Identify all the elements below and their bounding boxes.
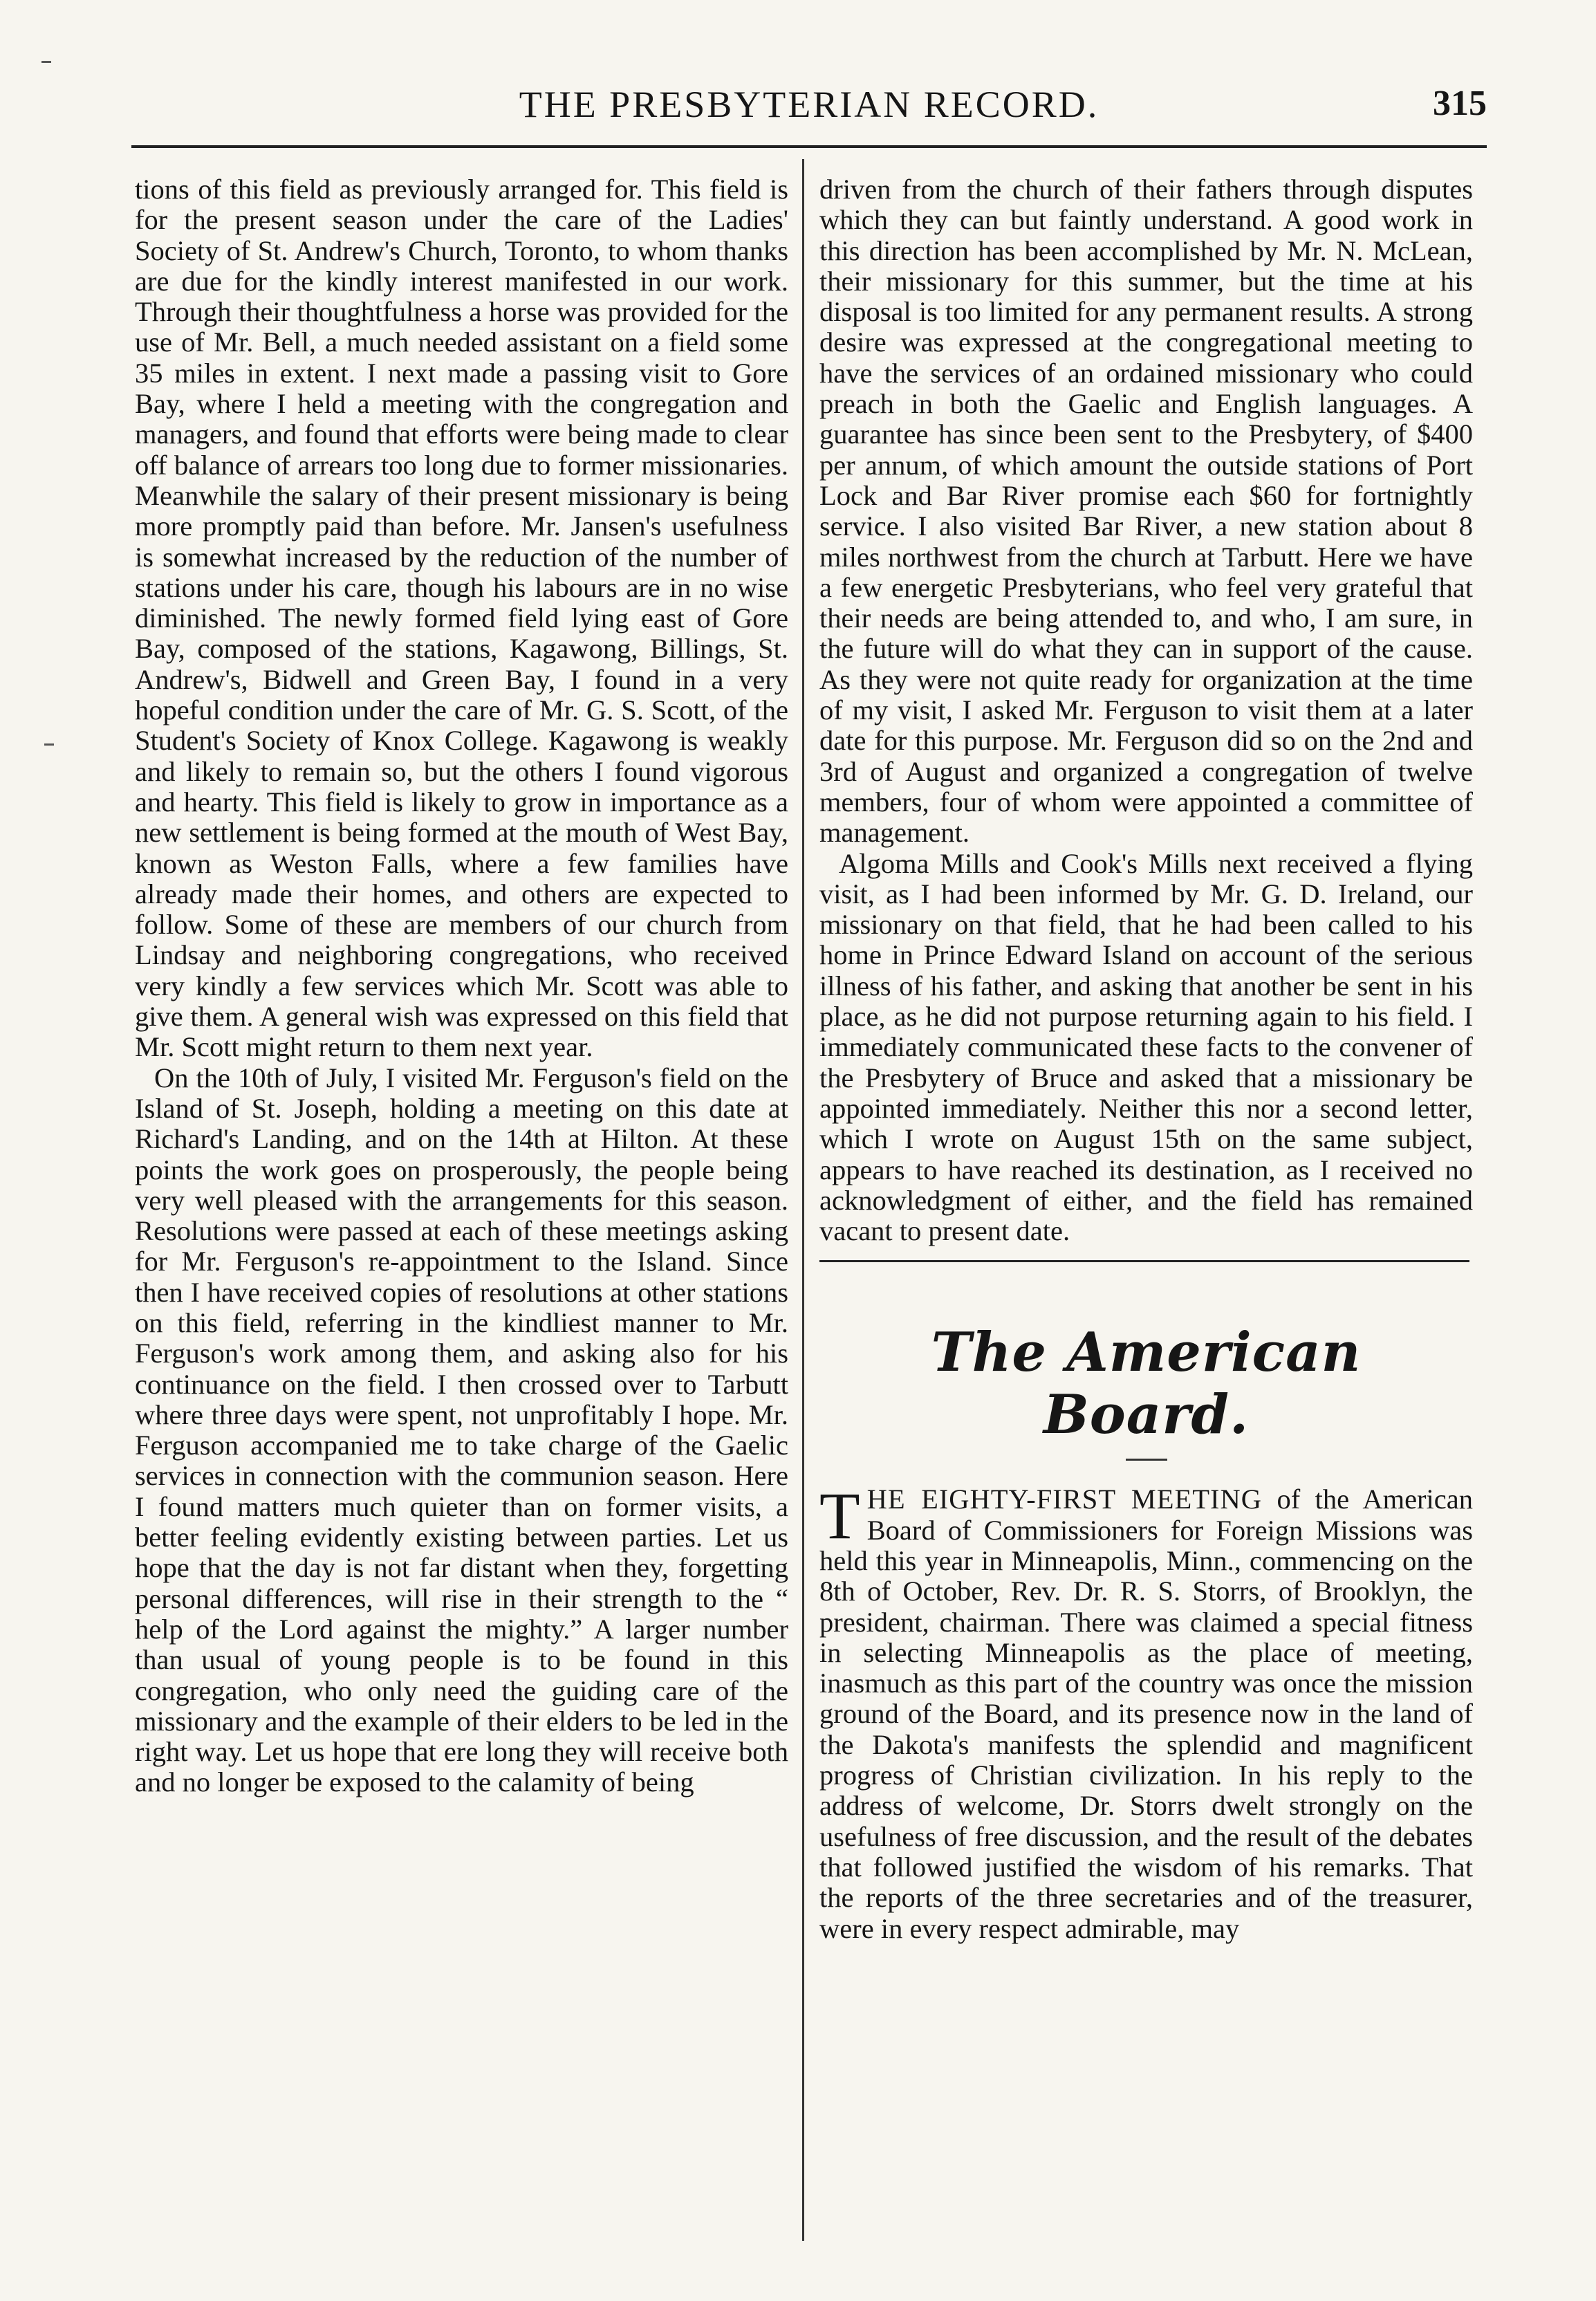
section-divider	[819, 1260, 1469, 1262]
section-body: of the American Board of Commissioners for Foreign Missions was held this year in Minneapolis, Minn., commencing on the 8th of October, Rev. Dr. R. S. Storrs, of Brooklyn, the president, chairman. There was claimed a special fitness in selecting Minneapolis as the place of meeting, inasmuch as this part of the country was once the mission ground of the Board, and its presence now in the land of the Dakota's manifests the splendid and magnificent progress of Christian civilization. In his reply to the address of welcome, Dr. Storrs dwelt strongly on the usefulness of free discussion, and the result of the debates that followed justified the wisdom of his remarks. That the reports of the three secretaries and of the treasurer, were in every respect admirable, may	[819, 1484, 1473, 1944]
right-column	[819, 174, 1473, 1944]
running-title: THE PRESBYTERIAN RECORD.	[519, 84, 1099, 125]
header-rule	[131, 145, 1487, 148]
page-number: 315	[1433, 84, 1487, 123]
margin-mark	[41, 61, 51, 63]
section-paragraph	[819, 1479, 1473, 1944]
page-header	[131, 83, 1487, 138]
body-paragraph: tions of this field as previously arranged for. This field is for the present season under the care of the Ladies' Society of St. Andrew's Church, Toronto, to whom thanks are due for the kindly interest manifested in our work. Through their thoughtfulness a horse was provided for the use of Mr. Bell, a much needed assistant on a field some 35 miles in extent. I next made a passing visit to Gore Bay, where I held a meeting with the congregation and managers, and found that efforts were being made to clear off balance of arrears too long due to former missionaries. Meanwhile the salary of their present missionary is being more promptly paid than before. Mr. Jansen's usefulness is somewhat increased by the reduction of the number of stations under his care, though his labours are in no wise diminished. The newly formed field lying east of Gore Bay, composed of the stations, Kagawong, Billings, St. Andrew's, Bidwell and Green Bay, I found in a very hopeful condition under the care of Mr. G. S. Scott, of the Student's Society of Knox College. Kagawong is weakly and likely to remain so, but the others I found vigorous and hearty. This field is likely to grow in importance as a new settlement is being formed at the mouth of West Bay, known as Weston Falls, where a few families have already made their homes, and others are expected to follow. Some of these are members of our church from Lindsay and neighboring congregations, who received very kindly a few services which Mr. Scott was able to give them. A general wish was expressed on this field that Mr. Scott might return to them next year.	[135, 174, 788, 1063]
section-heading: The American Board.	[931, 1321, 1362, 1447]
left-column	[135, 174, 788, 1798]
margin-mark	[44, 743, 54, 746]
drop-cap: T	[819, 1479, 860, 1553]
body-paragraph: On the 10th of July, I visited Mr. Ferguson's field on the Island of St. Joseph, holding a meeting on this date at Richard's Landing, and on the 14th at Hilton. At these points the work goes on prosperously, the people being very well pleased with the arrangements for this season. Resolutions were passed at each of these meetings asking for Mr. Ferguson's re-appointment to the Island. Since then I have received copies of resolutions at other stations on this field, referring in the kindliest manner to Mr. Ferguson's work among them, and asking also for his continuance on the field. I then crossed over to Tarbutt where three days were spent, not unprofitably I hope. Mr. Ferguson accompanied me to take charge of the Gaelic services in connection with the communion season. Here I found matters much quieter than on former visits, a better feeling evidently existing between parties. Let us hope that the day is not far distant when they, forgetting personal differences, will rise in their strength to the “ help of the Lord against the mighty.” A larger number than usual of young people is to be found in this congregation, who only need the guiding care of the missionary and the example of their elders to be led in the right way. Let us hope that ere long they will receive both and no longer be exposed to the calamity of being	[135, 1062, 788, 1798]
body-paragraph: driven from the church of their fathers through disputes which they can but faintly understand. A good work in this direction has been accomplished by Mr. N. McLean, their missionary for this summer, but the time at his disposal is too limited for any permanent results. A strong desire was expressed at the congregational meeting to have the services of an ordained missionary who could preach in both the Gaelic and English languages. A guarantee has since been sent to the Presbytery, of $400 per annum, of which amount the outside stations of Port Lock and Bar River promise each $60 for fortnightly service. I also visited Bar River, a new station about 8 miles northwest from the church at Tarbutt. Here we have a few energetic Presbyterians, who feel very grateful that their needs are being attended to, and who, I am sure, in the future will do what they can in support of the cause. As they were not quite ready for organization at the time of my visit, I asked Mr. Ferguson to visit them at a later date for this purpose. Mr. Ferguson did so on the 2nd and 3rd of August and organized a congregation of twelve members, four of whom were appointed a committee of management.	[819, 174, 1473, 849]
column-divider	[802, 159, 804, 2241]
heading-dash	[1126, 1459, 1167, 1461]
body-paragraph: Algoma Mills and Cook's Mills next received a flying visit, as I had been informed by Mr. G. D. Ireland, our missionary on that field, that he had been called to his home in Prince Edward Island on account of the serious illness of his father, and asking that another be sent in his place, as he did not purpose returning again to his field. I immediately communicated these facts to the convener of the Presbytery of Bruce and asked that a missionary be appointed immediately. Neither this nor a second letter, which I wrote on August 15th on the same subject, appears to have reached its destination, as I received no acknowledgment of either, and the field has remained vacant to present date.	[819, 847, 1473, 1247]
lead-in-smallcaps: HE EIGHTY-FIRST MEETING	[866, 1484, 1262, 1515]
